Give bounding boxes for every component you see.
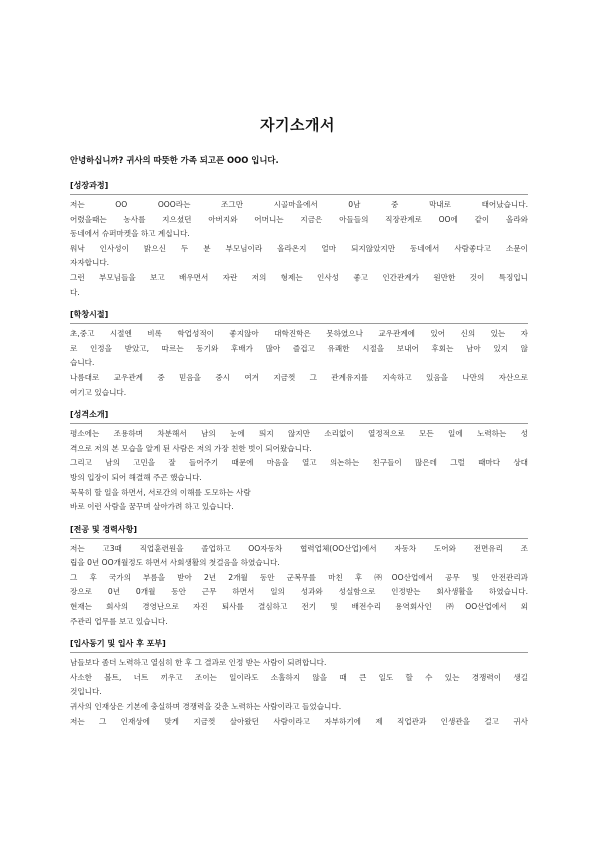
body-line: 현재는 회사의 경영난으로 자진 퇴사를 결심하고 전기 및 배전수리 용역회사인 ㈜OO산업에서 외 — [70, 602, 528, 612]
body-line: 장으로 0년 0개월 동안 근무 하면서 일의 성과와 성실함으로 인정받는 회사생활을 하였습니다. — [70, 587, 528, 597]
body-line: 어렸을때는 농사를 지으셨던 아버지와 어머니는 지금은 아들들의 직장관계로 OO에 같이 올라와 — [70, 214, 528, 224]
body-line: 저는 OO OOO라는 조그만 시골마을에서 0남 중 막내로 태어났습니다. — [70, 200, 528, 209]
body-line: 사소한 볼트, 너트 끼우고 조이는 일이라도 소홀하지 않을 때 큰 일도 할 수 있는 경쟁력이 생길 — [70, 672, 528, 682]
body-line: 그 후 국가의 부름을 받아 2년 2개월 동안 군복무를 마친 후 ㈜OO산업에서 공무 및 안전관리과 — [70, 572, 528, 582]
body-line: 초,중고 시절엔 비록 학업성적이 좋지않아 대학진학은 못하였으나 교우관계에 있어 신의 있는 자 — [70, 329, 528, 339]
body-line: 워낙 인사성이 밝으신 두 분 부모님이라 올라온지 얼마 되지않았지만 동네에서 사람좋다고 소문이 — [70, 243, 528, 253]
document-title: 자기소개서 — [260, 116, 335, 134]
body-line: 귀사의 인재상은 기본에 충실하며 경쟁력을 갖춘 노력하는 사람이라고 들었습니다. — [70, 702, 342, 712]
section-header: [학창시절] — [70, 309, 528, 324]
body-line: 로 인정을 받았고, 따르는 동기와 후배가 많아 즐겁고 유쾌한 시절을 보내어 후회는 남아 있지 않 — [70, 343, 528, 353]
body-line: 립을 0년 OO개월정도 하면서 사회생활의 첫걸음을 하였습니다. — [70, 558, 280, 568]
section-motivation — [70, 638, 528, 729]
body-line: 다. — [70, 287, 80, 297]
document-body — [70, 180, 528, 738]
section-header: [성장과정] — [70, 180, 528, 195]
body-line: 것입니다. — [70, 687, 102, 697]
body-line: 그런 부모님들을 보고 배우면서 자란 저의 형제는 인사성 좋고 인간관계가 원만한 것이 특징입니 — [70, 272, 528, 282]
body-line: 동네에서 슈퍼마켓을 하고 계십니다. — [70, 229, 190, 239]
body-line: 격으로 저의 본 모습을 알게 된 사람은 저의 가장 친한 벗이 되어왔습니다. — [70, 443, 312, 453]
body-line: 여기고 있습니다. — [70, 387, 127, 397]
section-school — [70, 309, 528, 400]
section-growth — [70, 180, 528, 300]
body-line: 바로 이런 사람을 꿈꾸며 살아가려 하고 있습니다. — [70, 502, 234, 512]
body-line: 남들보다 좀더 노력하고 열심히 한 후 그 결과로 인정 받는 사람이 되려합니다. — [70, 658, 327, 668]
body-line: 주관리 업무를 보고 있습니다. — [70, 616, 168, 626]
body-line: 저는 그 인재상에 맞게 지금껏 살아왔던 사람이라고 자부하기에 제 직업관과 인생관을 걸고 귀사 — [70, 716, 528, 726]
section-personality — [70, 409, 528, 515]
body-line: 습니다. — [70, 358, 95, 368]
body-line: 자자합니다. — [70, 258, 110, 268]
body-line: 나름대로 교우관계 중 믿음을 중시 여겨 지금껏 그 관계유지를 지속하고 있음을 나만의 자산으로 — [70, 372, 528, 382]
greeting-line: 안녕하십니까? 귀사의 따뜻한 가족 되고픈 OOO 입니다. — [70, 155, 279, 165]
section-career — [70, 524, 528, 630]
section-header: [입사동기 및 입사 후 포부] — [70, 638, 528, 653]
body-line: 묵묵히 할 일을 하면서, 서로간의 이해를 도모하는 사람 — [70, 487, 251, 497]
body-line: 그리고 남의 고민을 잘 들어주기 때문에 마음을 열고 의논하는 친구들이 많은데 그럴 때마다 상대 — [70, 458, 528, 468]
section-header: [전공 및 경력사항] — [70, 524, 528, 539]
body-line: 평소에는 조용하며 차분해서 남의 눈에 띄지 않지만 소리없이 열정적으로 모든 일에 노력하는 성 — [70, 429, 528, 439]
section-header: [성격소개] — [70, 409, 528, 424]
body-line: 방의 입장이 되어 해결해 주곤 했습니다. — [70, 472, 202, 482]
body-line: 저는 고3때 직업훈련원을 졸업하고 OO자동차 협력업체(OO산업)에서 자동차 도어와 전면유리 조 — [70, 543, 528, 553]
